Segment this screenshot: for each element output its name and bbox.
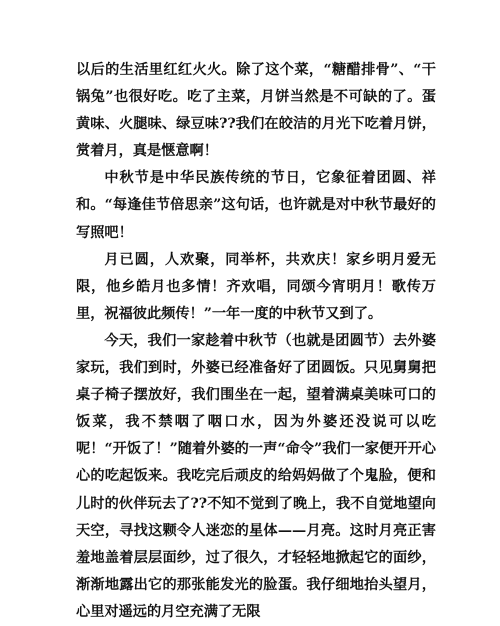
paragraph-3: 月已圆，人欢聚，同举杯，共欢庆！家乡明月爱无限，他乡皓月也多情！齐欢唱，同颂今宵明月！歌传万里，祝福彼此频传！”一年一度的中秋节又到了。 xyxy=(76,251,436,322)
paragraph-2: 中秋节是中华民族传统的节日，它象征着团圆、祥和。“每逢佳节倍思亲”这句话，也许就是对中秋节最好的写照吧！ xyxy=(76,170,436,241)
paragraph-1: 以后的生活里红红火火。除了这个菜，“糖醋排骨”、“干锅兔”也很好吃。吃了主菜，月饼当然是不可缺的了。蛋黄味、火腿味、绿豆味??我们在皎洁的月光下吃着月饼，赏着月，真是惬意啊！ xyxy=(76,62,436,160)
paragraph-4: 今天，我们一家趁着中秋节（也就是团圆节）去外婆家玩，我们到时，外婆已经准备好了团圆饭。只见舅舅把桌子椅子摆放好，我们围坐在一起，望着满桌美味可口的饭菜，我不禁咽了咽口水，因为外婆还没说可以吃呢！“开饭了！”随着外婆的一声“命令”我们一家便开开心心的吃起饭来。我吃完后顽皮的给妈妈做了个鬼脸，便和儿时的伙伴玩去了??不知不觉到了晚上，我不自觉地望向天空，寻找这颗令人迷恋的星体——月亮。这时月亮正害羞地盖着层层面纱，过了很久，才轻轻地掀起它的面纱，渐渐地露出它的那张能发光的脸蛋。我仔细地抬头望月，心里对遥远的月空充满了无限 xyxy=(76,332,436,620)
essay-body xyxy=(76,57,436,626)
